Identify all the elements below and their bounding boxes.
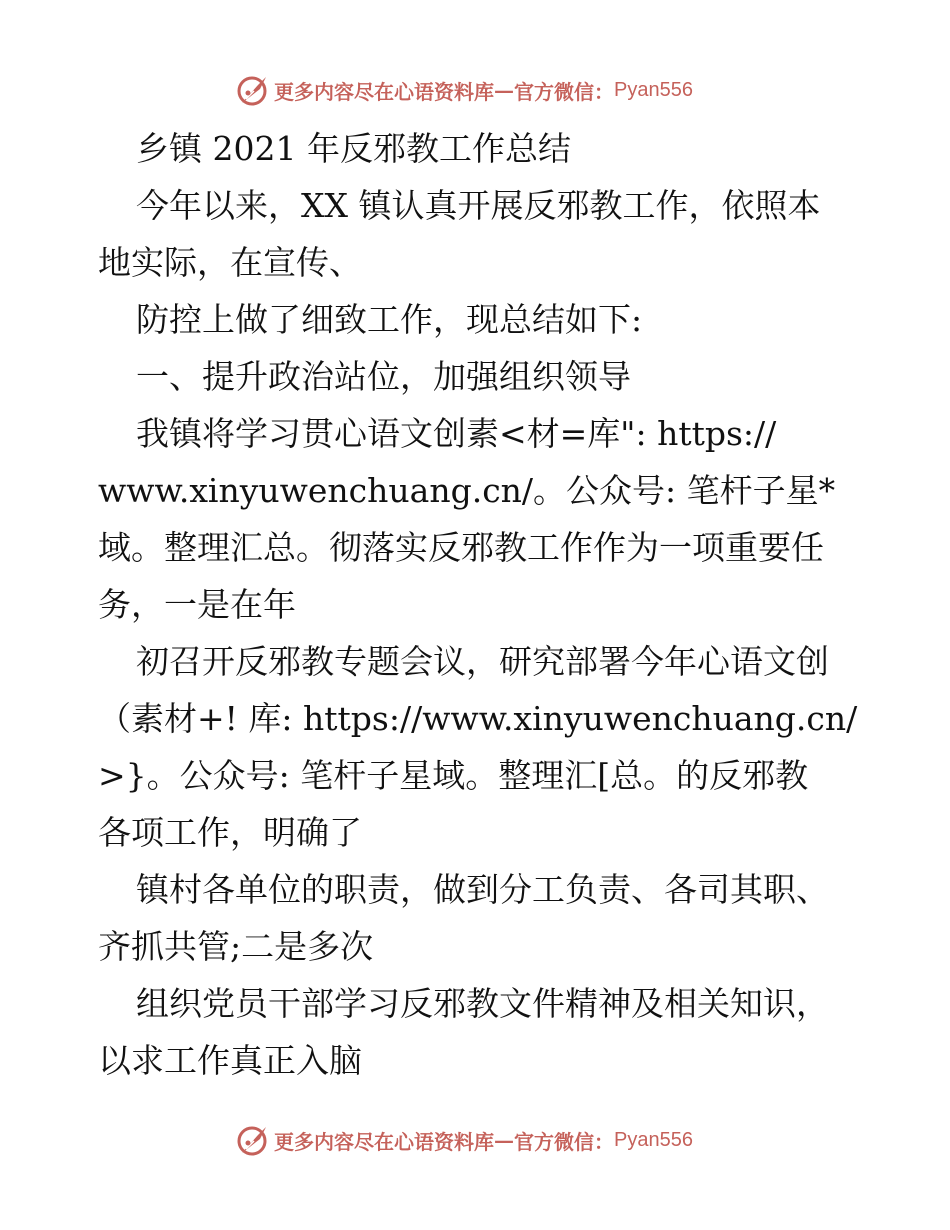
- quill-logo-icon: [236, 73, 270, 107]
- paragraph-line: www.xinyuwenchuang.cn/。公众号: 笔杆子星*: [98, 471, 836, 510]
- watermark-wechat-id: Pyan556: [614, 1128, 693, 1151]
- watermark-text: 更多内容尽在心语资料库: [274, 1129, 494, 1154]
- paragraph-line: 我镇将学习贯心语文创素<材=库": https://: [136, 414, 777, 453]
- paragraph-line: 防控上做了细致工作，现总结如下:: [136, 300, 643, 339]
- document-title: 乡镇 2021 年反邪教工作总结: [136, 129, 571, 168]
- watermark-text: 更多内容尽在心语资料库: [274, 79, 494, 104]
- paragraph-line: 地实际，在宣传、: [98, 243, 362, 282]
- footer-watermark: [236, 1122, 693, 1158]
- paragraph-line: 初召开反邪教专题会议，研究部署今年心语文创: [136, 642, 829, 681]
- paragraph-line: 以求工作真正入脑: [98, 1041, 362, 1080]
- paragraph-line: 镇村各单位的职责，做到分工负责、各司其职、: [136, 870, 829, 909]
- watermark-wechat-label: 官方微信：: [514, 79, 614, 104]
- watermark-wechat-id: Pyan556: [614, 78, 693, 101]
- section-heading: 一、提升政治站位，加强组织领导: [136, 357, 631, 396]
- header-watermark: [236, 72, 693, 108]
- watermark-dash: —: [494, 1128, 514, 1152]
- paragraph-line: 域。整理汇总。彻落实反邪教工作作为一项重要任: [98, 528, 824, 567]
- paragraph-line: （素材+! 库: https://www.xinyuwenchuang.cn/: [98, 699, 858, 738]
- paragraph-line: 今年以来，XX 镇认真开展反邪教工作，依照本: [136, 186, 821, 225]
- paragraph-line: 组织党员干部学习反邪教文件精神及相关知识，: [136, 984, 829, 1023]
- document-body: [98, 120, 858, 1089]
- watermark-wechat-label: 官方微信：: [514, 1129, 614, 1154]
- paragraph-line: 务，一是在年: [98, 585, 296, 624]
- paragraph-line: >}。公众号: 笔杆子星域。整理汇[总。的反邪教: [98, 756, 809, 795]
- paragraph-line: 齐抓共管;二是多次: [98, 927, 374, 966]
- paragraph-line: 各项工作，明确了: [98, 813, 362, 852]
- watermark-dash: —: [494, 78, 514, 102]
- quill-logo-icon: [236, 1123, 270, 1157]
